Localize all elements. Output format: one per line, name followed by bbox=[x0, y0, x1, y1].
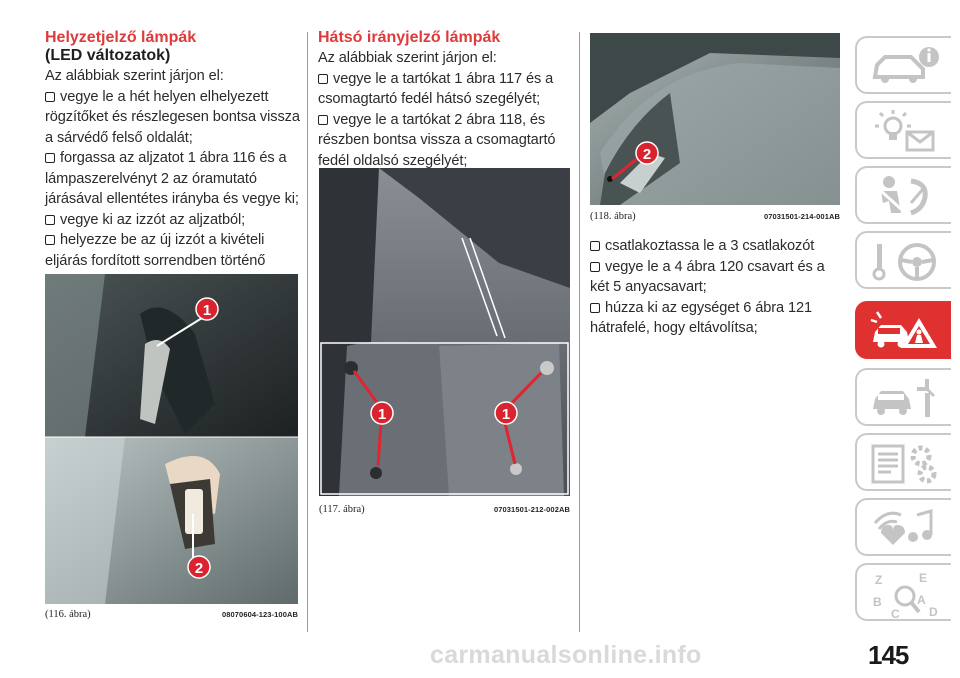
checkbox-bullet-icon bbox=[590, 303, 600, 313]
key-steering-icon bbox=[867, 238, 947, 284]
tab-warning-lights[interactable] bbox=[855, 101, 951, 159]
figure-caption: (118. ábra) bbox=[590, 211, 636, 222]
figure-caption: (117. ábra) bbox=[319, 504, 365, 515]
step-item: vegye le a hét helyen elhelyezett rögzítőket és részlegesen bontsa vissza a sárvédő felső oldalát; bbox=[45, 88, 300, 146]
figure-116-photo bbox=[45, 274, 298, 604]
technical-data-icon bbox=[867, 440, 947, 486]
page-number: 145 bbox=[868, 640, 909, 670]
step-item: forgassa az aljzatot 1 ábra 116 és a lámpaszerelvényt 2 az óramutató járásával ellentétes irányba és vegye ki; bbox=[45, 150, 299, 207]
seat-airbag-icon bbox=[867, 173, 947, 219]
tab-car-maintenance[interactable] bbox=[855, 368, 951, 426]
index-icon bbox=[867, 570, 947, 620]
tab-index[interactable] bbox=[855, 563, 951, 621]
checkbox-bullet-icon bbox=[45, 92, 55, 102]
tab-car-info[interactable] bbox=[855, 36, 951, 94]
tab-multimedia[interactable] bbox=[855, 498, 951, 556]
section-subheading-led: (LED változatok) bbox=[45, 47, 171, 64]
step-item: vegye le a tartókat 2 ábra 118, és részben bontsa vissza a csomagtartó fedél oldalsó szegélyét; bbox=[318, 111, 556, 169]
callout-label: 1 bbox=[202, 302, 212, 319]
section-heading-rear-indicators: Hátsó irányjelző lámpák bbox=[318, 29, 501, 46]
svg-text:Z: Z bbox=[875, 573, 883, 587]
tab-seat-airbag[interactable] bbox=[855, 166, 951, 224]
svg-text:B: B bbox=[873, 595, 882, 609]
column-divider bbox=[307, 32, 308, 632]
intro-text: Az alábbiak szerint járjon el: bbox=[45, 68, 224, 84]
figure-118-photo bbox=[590, 33, 840, 205]
svg-text:E: E bbox=[919, 571, 928, 585]
figure-117-photo bbox=[319, 168, 570, 496]
watermark: carmanualsonline.info bbox=[430, 641, 702, 669]
step-item: vegye le a tartókat 1 ábra 117 és a csomagtartó fedél hátsó szegélyét; bbox=[318, 70, 554, 107]
checkbox-bullet-icon bbox=[45, 235, 55, 245]
figure-118-caption bbox=[590, 211, 840, 222]
car-maintenance-icon bbox=[867, 375, 947, 421]
tab-technical-data[interactable] bbox=[855, 433, 951, 491]
figure-caption: (116. ábra) bbox=[45, 609, 91, 620]
tab-emergency[interactable] bbox=[855, 301, 951, 359]
step-item: csatlakoztassa le a 3 csatlakozót bbox=[590, 236, 845, 257]
callout-label: 1 bbox=[377, 406, 387, 423]
figure-116-caption bbox=[45, 609, 298, 620]
checkbox-bullet-icon bbox=[45, 215, 55, 225]
emergency-icon bbox=[867, 308, 947, 354]
step-item: vegye ki az izzót az aljzatból; bbox=[45, 210, 300, 231]
callout-label: 2 bbox=[642, 146, 652, 163]
car-info-icon bbox=[867, 43, 947, 89]
figure-117-caption bbox=[319, 504, 570, 515]
svg-text:D: D bbox=[929, 605, 938, 619]
checkbox-bullet-icon bbox=[318, 115, 328, 125]
tab-key-steering[interactable] bbox=[855, 231, 951, 289]
callout-label: 1 bbox=[501, 406, 511, 423]
section-heading-position-lights: Helyzetjelző lámpák bbox=[45, 29, 197, 46]
figure-code: 08070604-123-100AB bbox=[221, 610, 298, 619]
warning-lights-icon bbox=[867, 108, 947, 154]
multimedia-icon bbox=[867, 505, 947, 551]
column-divider bbox=[579, 32, 580, 632]
checkbox-bullet-icon bbox=[590, 262, 600, 272]
intro-text: Az alábbiak szerint járjon el: bbox=[318, 50, 497, 66]
step-item: vegye le a 4 ábra 120 csavart és a két 5 anyacsavart; bbox=[590, 258, 825, 295]
step-item: helyezze be az új izzót a kivételi eljárás fordított sorrendben történő bbox=[45, 232, 266, 269]
figure-code: 07031501-214-001AB bbox=[763, 212, 840, 221]
figure-code: 07031501-212-002AB bbox=[493, 505, 570, 514]
svg-text:C: C bbox=[891, 607, 900, 620]
checkbox-bullet-icon bbox=[318, 74, 328, 84]
checkbox-bullet-icon bbox=[590, 241, 600, 251]
checkbox-bullet-icon bbox=[45, 153, 55, 163]
callout-label: 2 bbox=[194, 560, 204, 577]
svg-text:A: A bbox=[917, 593, 926, 607]
step-item: húzza ki az egységet 6 ábra 121 hátrafelé, hogy eltávolítsa; bbox=[590, 299, 813, 336]
